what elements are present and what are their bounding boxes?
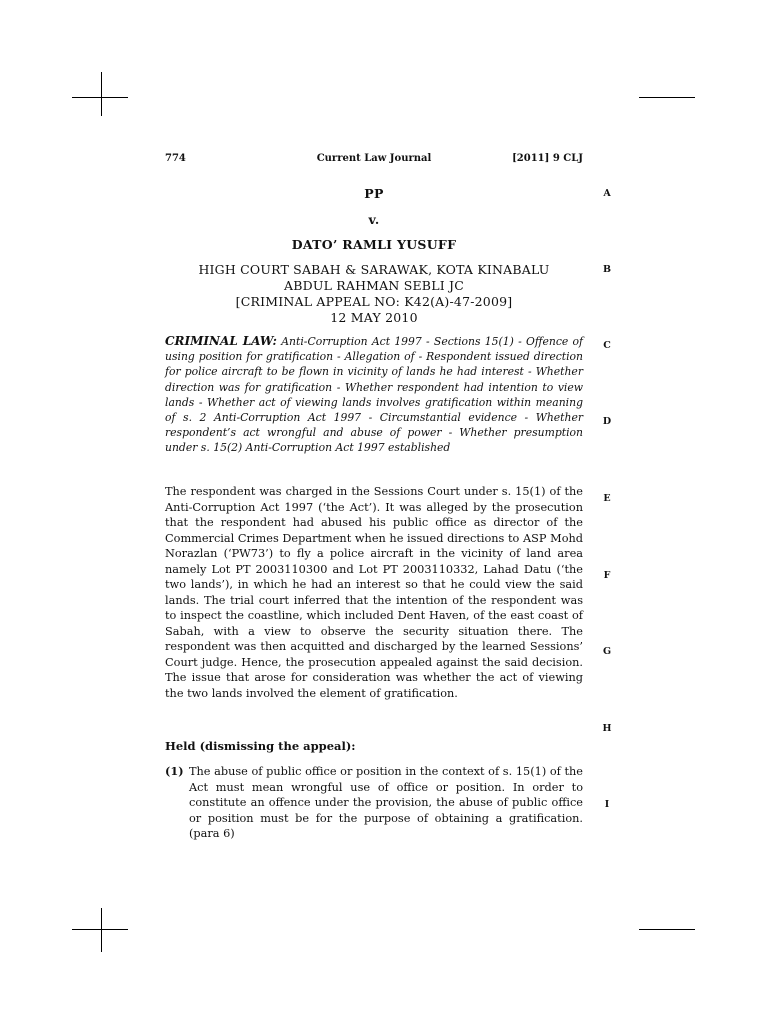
appellant-name: PP <box>364 186 384 201</box>
catchwords-text: Anti-Corruption Act 1997 - Sections 15(1) - Offence of using position for gratification - Allegation of - Respondent issued direction for police aircraft to be flown in vicinity of lands he had interest - Whether direction was for gratification - Whether respondent had intention to view lands - Whether act of viewing lands involves gratification within meaning of s. 2 Anti-Corruption Act 1997 - Circumstantial evidence - Whether respondent’s act wrongful and abuse of power - Whether presumption under s. 15(2) Anti-Corruption Act 1997 established <box>165 335 584 455</box>
crop-mark-top-left-h <box>72 97 128 98</box>
crop-mark-top-left-v <box>101 72 102 116</box>
catchwords-lead: CRIMINAL LAW: <box>165 334 277 348</box>
crop-mark-top-right-h <box>639 97 695 98</box>
journal-name: Current Law Journal <box>316 153 432 164</box>
case-summary: The respondent was charged in the Sessions Court under s. 15(1) of the Anti-Corruption Act 1997 (‘the Act’). It was alleged by the prosecution that the respondent had abused his public office as director of the Commercial Crimes Department when he issued directions to ASP Mohd Norazlan (‘PW73’) to fly a police aircraft in the vicinity of land area namely Lot PT 2003110300 and Lot PT 2003110332, Lahad Datu (‘the two lands’), in which he had an interest so that he could view the said lands. The trial court inferred that the intention of the respondent was to inspect the coastline, which included Dent Haven, of the east coast of Sabah, with a view to observe the security situation there. The respondent was then acquitted and discharged by the learned Sessions’ Court judge. Hence, the prosecution appealed against the said decision. The issue that arose for consideration was whether the act of viewing the two lands involved the element of gratification. <box>165 485 583 700</box>
margin-letter-c: C <box>603 340 611 351</box>
decision-date: 12 MAY 2010 <box>330 310 418 325</box>
catchwords <box>165 334 583 456</box>
page-number: 774 <box>165 153 186 164</box>
margin-letter-a: A <box>603 188 611 199</box>
margin-letter-f: F <box>603 570 611 581</box>
crop-mark-bottom-right-h <box>639 929 695 930</box>
margin-letter-h: H <box>602 723 612 734</box>
margin-letter-d: D <box>602 416 612 427</box>
margin-letter-e: E <box>603 493 611 504</box>
margin-letter-i: I <box>604 799 610 810</box>
held-heading: Held (dismissing the appeal): <box>165 739 356 753</box>
judge-name: ABDUL RAHMAN SEBLI JC <box>284 278 464 293</box>
appeal-number: [CRIMINAL APPEAL NO: K42(A)-47-2009] <box>235 294 513 309</box>
court-details <box>165 262 583 326</box>
held-item-number: (1) <box>165 764 184 778</box>
versus: v. <box>368 212 380 227</box>
margin-letter-b: B <box>602 264 612 275</box>
held-item-text: The abuse of public office or position in the context of s. 15(1) of the Act must mean wrongful use of office or position. In order to constitute an offence under the provision, the abuse of public office or position must be for the purpose of obtaining a gratification. (para 6) <box>189 765 583 840</box>
respondent-name: DATO’ RAMLI YUSUFF <box>291 237 457 252</box>
margin-letter-g: G <box>602 646 612 657</box>
held-item <box>165 764 583 842</box>
running-header <box>165 153 583 167</box>
court-name: HIGH COURT SABAH & SARAWAK, KOTA KINABALU <box>198 262 550 277</box>
crop-mark-bottom-left-v <box>101 908 102 952</box>
crop-mark-bottom-left-h <box>72 929 128 930</box>
citation: [2011] 9 CLJ <box>512 153 583 164</box>
